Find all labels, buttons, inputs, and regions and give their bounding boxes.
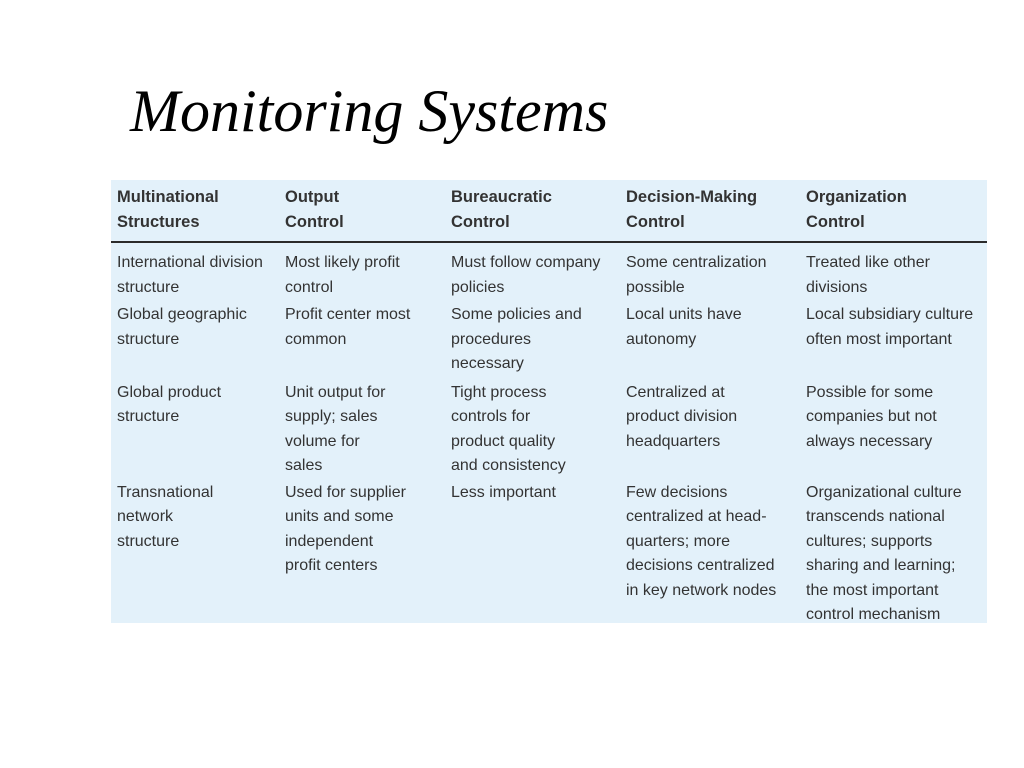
cell-line: supply; sales xyxy=(285,408,378,425)
cell-line: Less important xyxy=(451,483,556,501)
table-cell xyxy=(445,381,620,481)
header-line: Control xyxy=(451,212,510,231)
cell-line: Centralized at xyxy=(626,383,725,401)
cell-line: possible xyxy=(626,278,685,296)
header-line: Organization xyxy=(806,188,907,206)
cell-line: control xyxy=(285,278,334,296)
header-line: Bureaucratic xyxy=(451,188,552,206)
cell-line: Organizational culture xyxy=(806,483,962,501)
header-organization-control xyxy=(800,180,987,242)
cell-line: Global geographic xyxy=(117,306,247,323)
cell-line: controls for xyxy=(451,408,531,425)
cell-line: product quality xyxy=(451,432,556,450)
cell-line: Treated like other xyxy=(806,254,930,271)
table-cell xyxy=(800,381,987,481)
cell-line: product division xyxy=(626,408,738,425)
table-cell xyxy=(620,481,800,628)
header-line: Structures xyxy=(117,212,200,231)
cell-line: control mechanism xyxy=(806,606,941,623)
header-line: Multinational xyxy=(117,188,219,206)
cell-line: decisions centralized xyxy=(626,557,775,574)
table-row xyxy=(111,242,987,303)
cell-line: in key network nodes xyxy=(626,581,777,599)
cell-line: procedures xyxy=(451,330,532,348)
table-cell xyxy=(800,303,987,381)
cell-line: Global product xyxy=(117,383,222,401)
cell-line: Tight process xyxy=(451,383,547,401)
cell-line: transcends national xyxy=(806,508,945,525)
cell-line: policies xyxy=(451,278,505,296)
cell-line: companies but not xyxy=(806,408,937,425)
table-cell xyxy=(279,242,445,303)
cell-line: structure xyxy=(117,330,180,348)
table-panel xyxy=(111,180,987,623)
header-output-control xyxy=(279,180,445,242)
header-decision-making-control xyxy=(620,180,800,242)
cell-line: cultures; supports xyxy=(806,532,933,550)
header-line: Output xyxy=(285,188,340,206)
header-multinational-structures xyxy=(111,180,279,242)
cell-line: often most important xyxy=(806,330,952,348)
cell-line: Used for supplier xyxy=(285,483,406,501)
header-bureaucratic-control xyxy=(445,180,620,242)
cell-line: Some centralization xyxy=(626,254,767,271)
table-cell xyxy=(279,303,445,381)
cell-line: Some policies and xyxy=(451,306,582,323)
table-row xyxy=(111,303,987,381)
cell-line: sharing and learning; xyxy=(806,557,956,574)
header-line: Control xyxy=(285,212,344,231)
cell-line: always necessary xyxy=(806,432,933,450)
table-cell xyxy=(800,242,987,303)
cell-line: profit centers xyxy=(285,557,378,574)
table-cell xyxy=(111,242,279,303)
cell-line: the most important xyxy=(806,581,939,599)
header-line: Control xyxy=(626,212,685,231)
cell-line: quarters; more xyxy=(626,532,731,550)
cell-line: sales xyxy=(285,457,323,474)
table-cell xyxy=(445,481,620,628)
cell-line: autonomy xyxy=(626,330,697,348)
slide-title: Monitoring Systems xyxy=(130,78,609,144)
table-row xyxy=(111,481,987,628)
table-cell xyxy=(620,381,800,481)
table-cell xyxy=(111,381,279,481)
cell-line: headquarters xyxy=(626,432,721,450)
table-cell xyxy=(620,242,800,303)
table-cell xyxy=(111,303,279,381)
cell-line: centralized at head- xyxy=(626,508,767,525)
table-row xyxy=(111,381,987,481)
cell-line: Most likely profit xyxy=(285,254,400,271)
cell-line: Profit center most xyxy=(285,306,411,323)
cell-line: volume for xyxy=(285,432,360,450)
cell-line: necessary xyxy=(451,355,524,372)
cell-line: Transnational xyxy=(117,483,214,501)
cell-line: International division xyxy=(117,254,263,271)
table-cell xyxy=(279,381,445,481)
header-line: Control xyxy=(806,212,865,231)
cell-line: units and some xyxy=(285,508,394,525)
cell-line: structure xyxy=(117,532,180,550)
table-cell xyxy=(445,303,620,381)
table-cell xyxy=(279,481,445,628)
table-cell xyxy=(800,481,987,628)
cell-line: independent xyxy=(285,532,374,550)
monitoring-systems-table xyxy=(111,180,987,628)
cell-line: structure xyxy=(117,278,180,296)
cell-line: Local subsidiary culture xyxy=(806,306,974,323)
cell-line: divisions xyxy=(806,278,868,296)
cell-line: Must follow company xyxy=(451,254,601,271)
header-line: Decision-Making xyxy=(626,188,758,206)
cell-line: Possible for some xyxy=(806,383,934,401)
cell-line: structure xyxy=(117,408,180,425)
cell-line: network xyxy=(117,508,174,525)
cell-line: Few decisions xyxy=(626,483,728,501)
cell-line: Local units have xyxy=(626,306,742,323)
table-header-row xyxy=(111,180,987,242)
table-cell xyxy=(445,242,620,303)
table-cell xyxy=(111,481,279,628)
cell-line: Unit output for xyxy=(285,383,386,401)
cell-line: common xyxy=(285,330,347,348)
table-cell xyxy=(620,303,800,381)
cell-line: and consistency xyxy=(451,457,566,474)
